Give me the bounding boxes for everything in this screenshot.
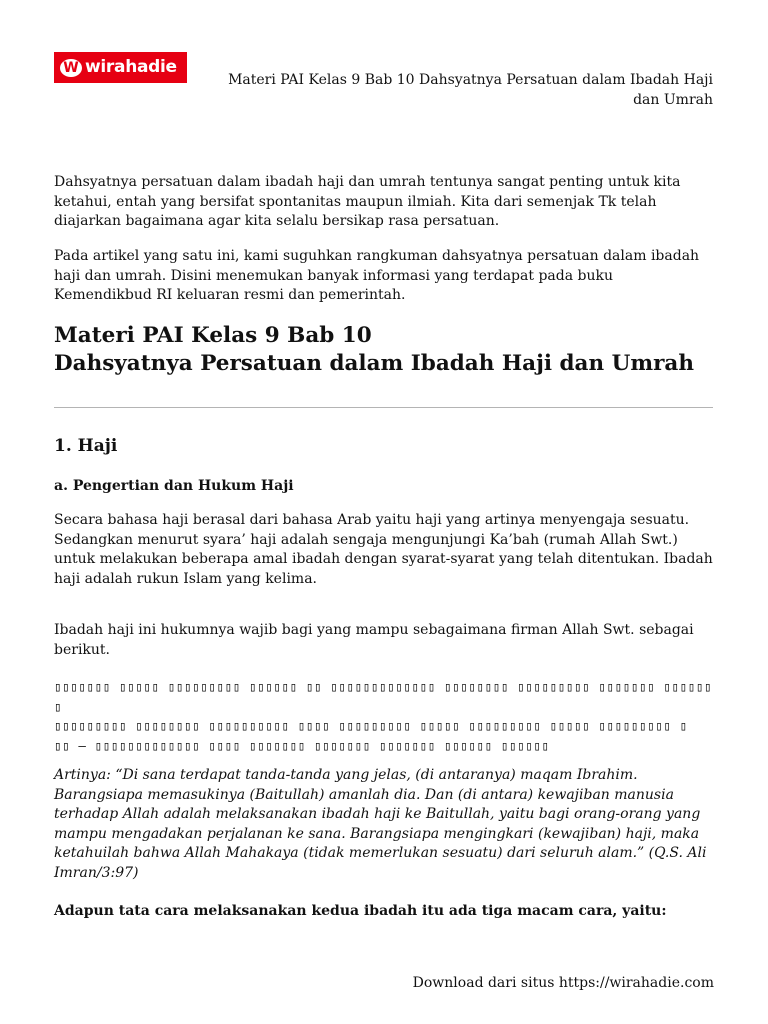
site-logo[interactable] <box>54 52 187 83</box>
section-heading-haji: 1. Haji <box>54 436 118 456</box>
arabic-verse-line: ▯▯▯▯▯▯▯▯▯ ▯▯▯▯▯▯▯▯ ▯▯▯▯▯▯▯▯▯▯ ▯▯▯▯ ▯▯▯▯▯▯▯▯▯ ▯▯▯▯▯ ▯▯▯▯▯▯▯▯▯ ▯▯▯▯▯ ▯▯▯▯▯▯▯▯▯ ▯ <box>54 718 688 733</box>
article-title-line-1: Materi PAI Kelas 9 Bab 10 <box>54 323 372 348</box>
arabic-verse-line: ▯▯ – ▯▯▯▯▯▯▯▯▯▯▯▯▯ ▯▯▯▯ ▯▯▯▯▯▯▯ ▯▯▯▯▯▯▯ ▯▯▯▯▯▯▯ ▯▯▯▯▯▯ ▯▯▯▯▯▯ <box>54 737 550 753</box>
footer-download-text: Download dari situs https://wirahadie.com <box>412 975 714 991</box>
divider <box>54 407 713 408</box>
w-logo-icon: W <box>60 59 82 77</box>
header-title: Materi PAI Kelas 9 Bab 10 Dahsyatnya Persatuan dalam Ibadah Haji dan Umrah <box>228 72 713 108</box>
verse-translation: Artinya: “Di sana terdapat tanda-tanda yang jelas, (di antaranya) maqam Ibrahim. Barangsiapa memasukinya (Baitullah) amanlah dia. Dan (di antara) kewajiban manusia terhadap Allah adalah melaksanakan ibadah haji ke Baitullah, yaitu bagi orang-orang yang mampu mengadakan perjalanan ke sana. Barangsiapa mengingkari (kewajiban) haji, maka ketahuilah bahwa Allah Mahakaya (tidak memerlukan sesuatu) dari seluruh alam.” (Q.S. Ali Imran/3:97) <box>54 767 707 881</box>
definition-paragraph: Secara bahasa haji berasal dari bahasa Arab yaitu haji yang artinya menyengaja sesuatu. Sedangkan menurut syara’ haji adalah sengaja mengunjungi Ka’bah (rumah Allah Swt.) untuk melakukan beberapa amal ibadah dengan syarat-syarat yang telah ditentukan. Ibadah haji adalah rukun Islam yang kelima. <box>54 512 713 587</box>
article-title-line-2: Dahsyatnya Persatuan dalam Ibadah Haji dan Umrah <box>54 351 694 376</box>
subsection-heading: a. Pengertian dan Hukum Haji <box>54 478 294 494</box>
arabic-verse <box>54 677 714 755</box>
intro-paragraph-1: Dahsyatnya persatuan dalam ibadah haji dan umrah tentunya sangat penting untuk kita ketahui, entah yang bersifat spontanitas maupun ilmiah. Kita dari semenjak Tk telah diajarkan bagaimana agar kita selalu bersikap rasa persatuan. <box>54 174 681 229</box>
hukum-paragraph: Ibadah haji ini hukumnya wajib bagi yang mampu sebagaimana firman Allah Swt. sebagai berikut. <box>54 622 694 658</box>
article-title <box>54 322 714 378</box>
intro-paragraph-2: Pada artikel yang satu ini, kami suguhkan rangkuman dahsyatnya persatuan dalam ibadah haji dan umrah. Disini menemukan banyak informasi yang terdapat pada buku Kemendikbud RI keluaran resmi dan pemerintah. <box>54 248 700 303</box>
logo-text: wirahadie <box>85 57 177 77</box>
arabic-verse-line: ▯▯▯▯▯▯▯ ▯▯▯▯▯ ▯▯▯▯▯▯▯▯▯ ▯▯▯▯▯▯ ▯▯ ▯▯▯▯▯▯▯▯▯▯▯▯▯ ▯▯▯▯▯▯▯▯ ▯▯▯▯▯▯▯▯▯ ▯▯▯▯▯▯▯ ▯▯▯▯▯▯ ▯ <box>54 679 713 714</box>
tata-cara-paragraph: Adapun tata cara melaksanakan kedua ibadah itu ada tiga macam cara, yaitu: <box>54 903 667 919</box>
